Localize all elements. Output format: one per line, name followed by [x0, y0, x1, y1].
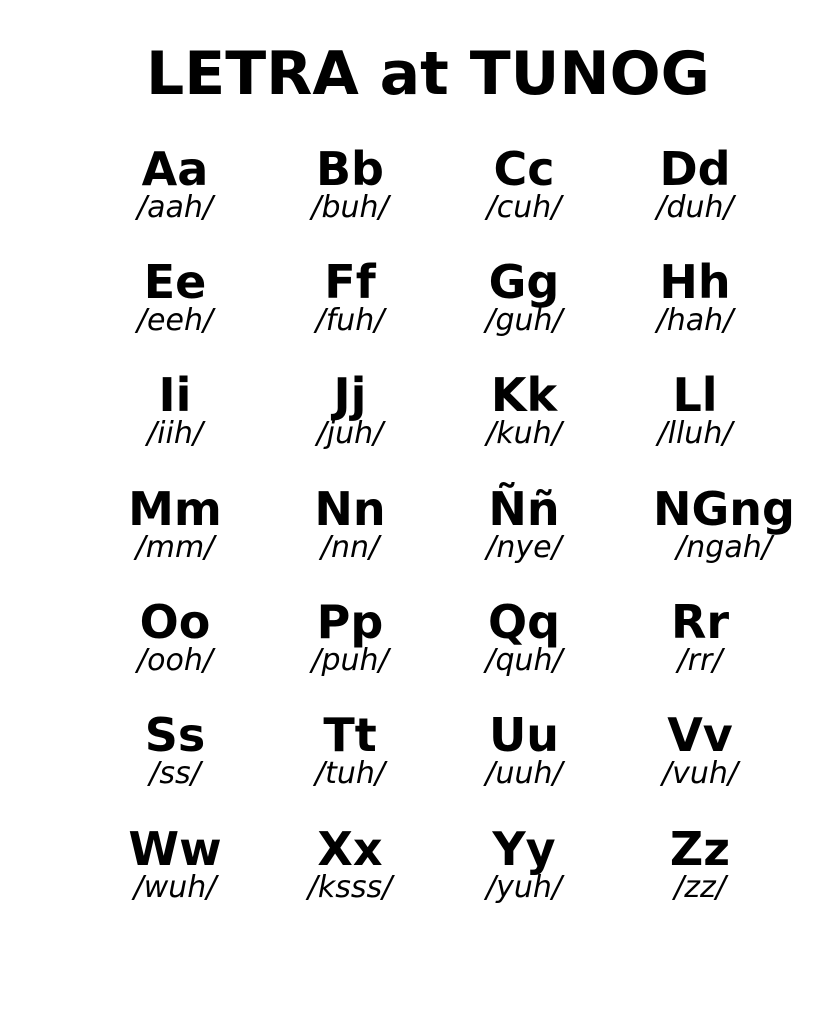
letter-sound: /tuh/ [314, 756, 385, 791]
letter-glyph: Dd [659, 142, 731, 196]
page-title: LETRA at TUNOG [146, 39, 710, 109]
letter-card-v [590, 709, 810, 793]
letter-glyph: Gg [488, 255, 560, 309]
letter-glyph: Ff [324, 255, 376, 309]
letter-glyph: Mm [128, 482, 222, 536]
letter-sound: /juh/ [316, 416, 384, 451]
letter-card-h [585, 256, 805, 340]
letter-glyph: Tt [323, 708, 377, 762]
letter-glyph: Ññ [488, 482, 560, 536]
letter-glyph: Hh [659, 255, 731, 309]
letter-glyph: Aa [141, 142, 209, 196]
letter-glyph: Ii [158, 368, 192, 422]
letter-sound: /ngah/ [676, 530, 772, 565]
letter-sound: /nn/ [320, 530, 380, 565]
letter-card-r [590, 596, 810, 680]
letter-sound: /lluh/ [657, 416, 733, 451]
letter-glyph: Oo [139, 595, 211, 649]
letter-glyph: Nn [314, 482, 386, 536]
letter-sound: /quh/ [485, 643, 563, 678]
letter-sound: /uuh/ [485, 756, 563, 791]
letter-sound: /yuh/ [486, 870, 562, 905]
letter-glyph: Ee [143, 255, 207, 309]
letter-card-ng [614, 483, 834, 567]
letter-glyph: Cc [493, 142, 555, 196]
letter-sound: /hah/ [656, 303, 734, 338]
letter-sound: /ooh/ [137, 643, 213, 678]
letter-glyph: Bb [316, 142, 384, 196]
letter-sound: /ksss/ [307, 870, 393, 905]
letter-card-l [585, 369, 805, 453]
letter-glyph: Ww [128, 822, 222, 876]
letter-sound: /buh/ [311, 190, 389, 225]
letter-glyph: NGng [653, 482, 795, 536]
letter-sound: /fuh/ [315, 303, 385, 338]
letter-sound: /duh/ [656, 190, 734, 225]
letter-sound: /wuh/ [133, 870, 217, 905]
letter-glyph: Pp [316, 595, 384, 649]
letter-sound: /cuh/ [486, 190, 562, 225]
letter-glyph: Xx [317, 822, 383, 876]
letter-glyph: Zz [669, 822, 731, 876]
letter-sound: /zz/ [674, 870, 726, 905]
letter-glyph: Jj [333, 368, 367, 422]
letter-sound: /ss/ [149, 756, 201, 791]
letter-glyph: Kk [490, 368, 558, 422]
letter-sound: /aah/ [137, 190, 213, 225]
letter-glyph: Qq [487, 595, 561, 649]
letter-sound: /rr/ [677, 643, 723, 678]
letter-glyph: Yy [492, 822, 556, 876]
letter-sound: /kuh/ [486, 416, 562, 451]
letter-sound: /guh/ [485, 303, 563, 338]
letter-sound: /nye/ [486, 530, 562, 565]
letter-glyph: Ss [144, 708, 206, 762]
letter-glyph: Ll [672, 368, 718, 422]
letter-card-z [590, 823, 810, 907]
letter-card-d [585, 143, 805, 227]
letter-card-enye [414, 483, 634, 567]
letter-glyph: Vv [667, 708, 733, 762]
letter-sound: /puh/ [311, 643, 389, 678]
letter-sound: /eeh/ [136, 303, 214, 338]
letter-sound: /vuh/ [662, 756, 738, 791]
letter-glyph: Rr [670, 595, 730, 649]
letter-sound: /iih/ [147, 416, 203, 451]
letter-glyph: Uu [488, 708, 560, 762]
letter-sound: /mm/ [135, 530, 215, 565]
